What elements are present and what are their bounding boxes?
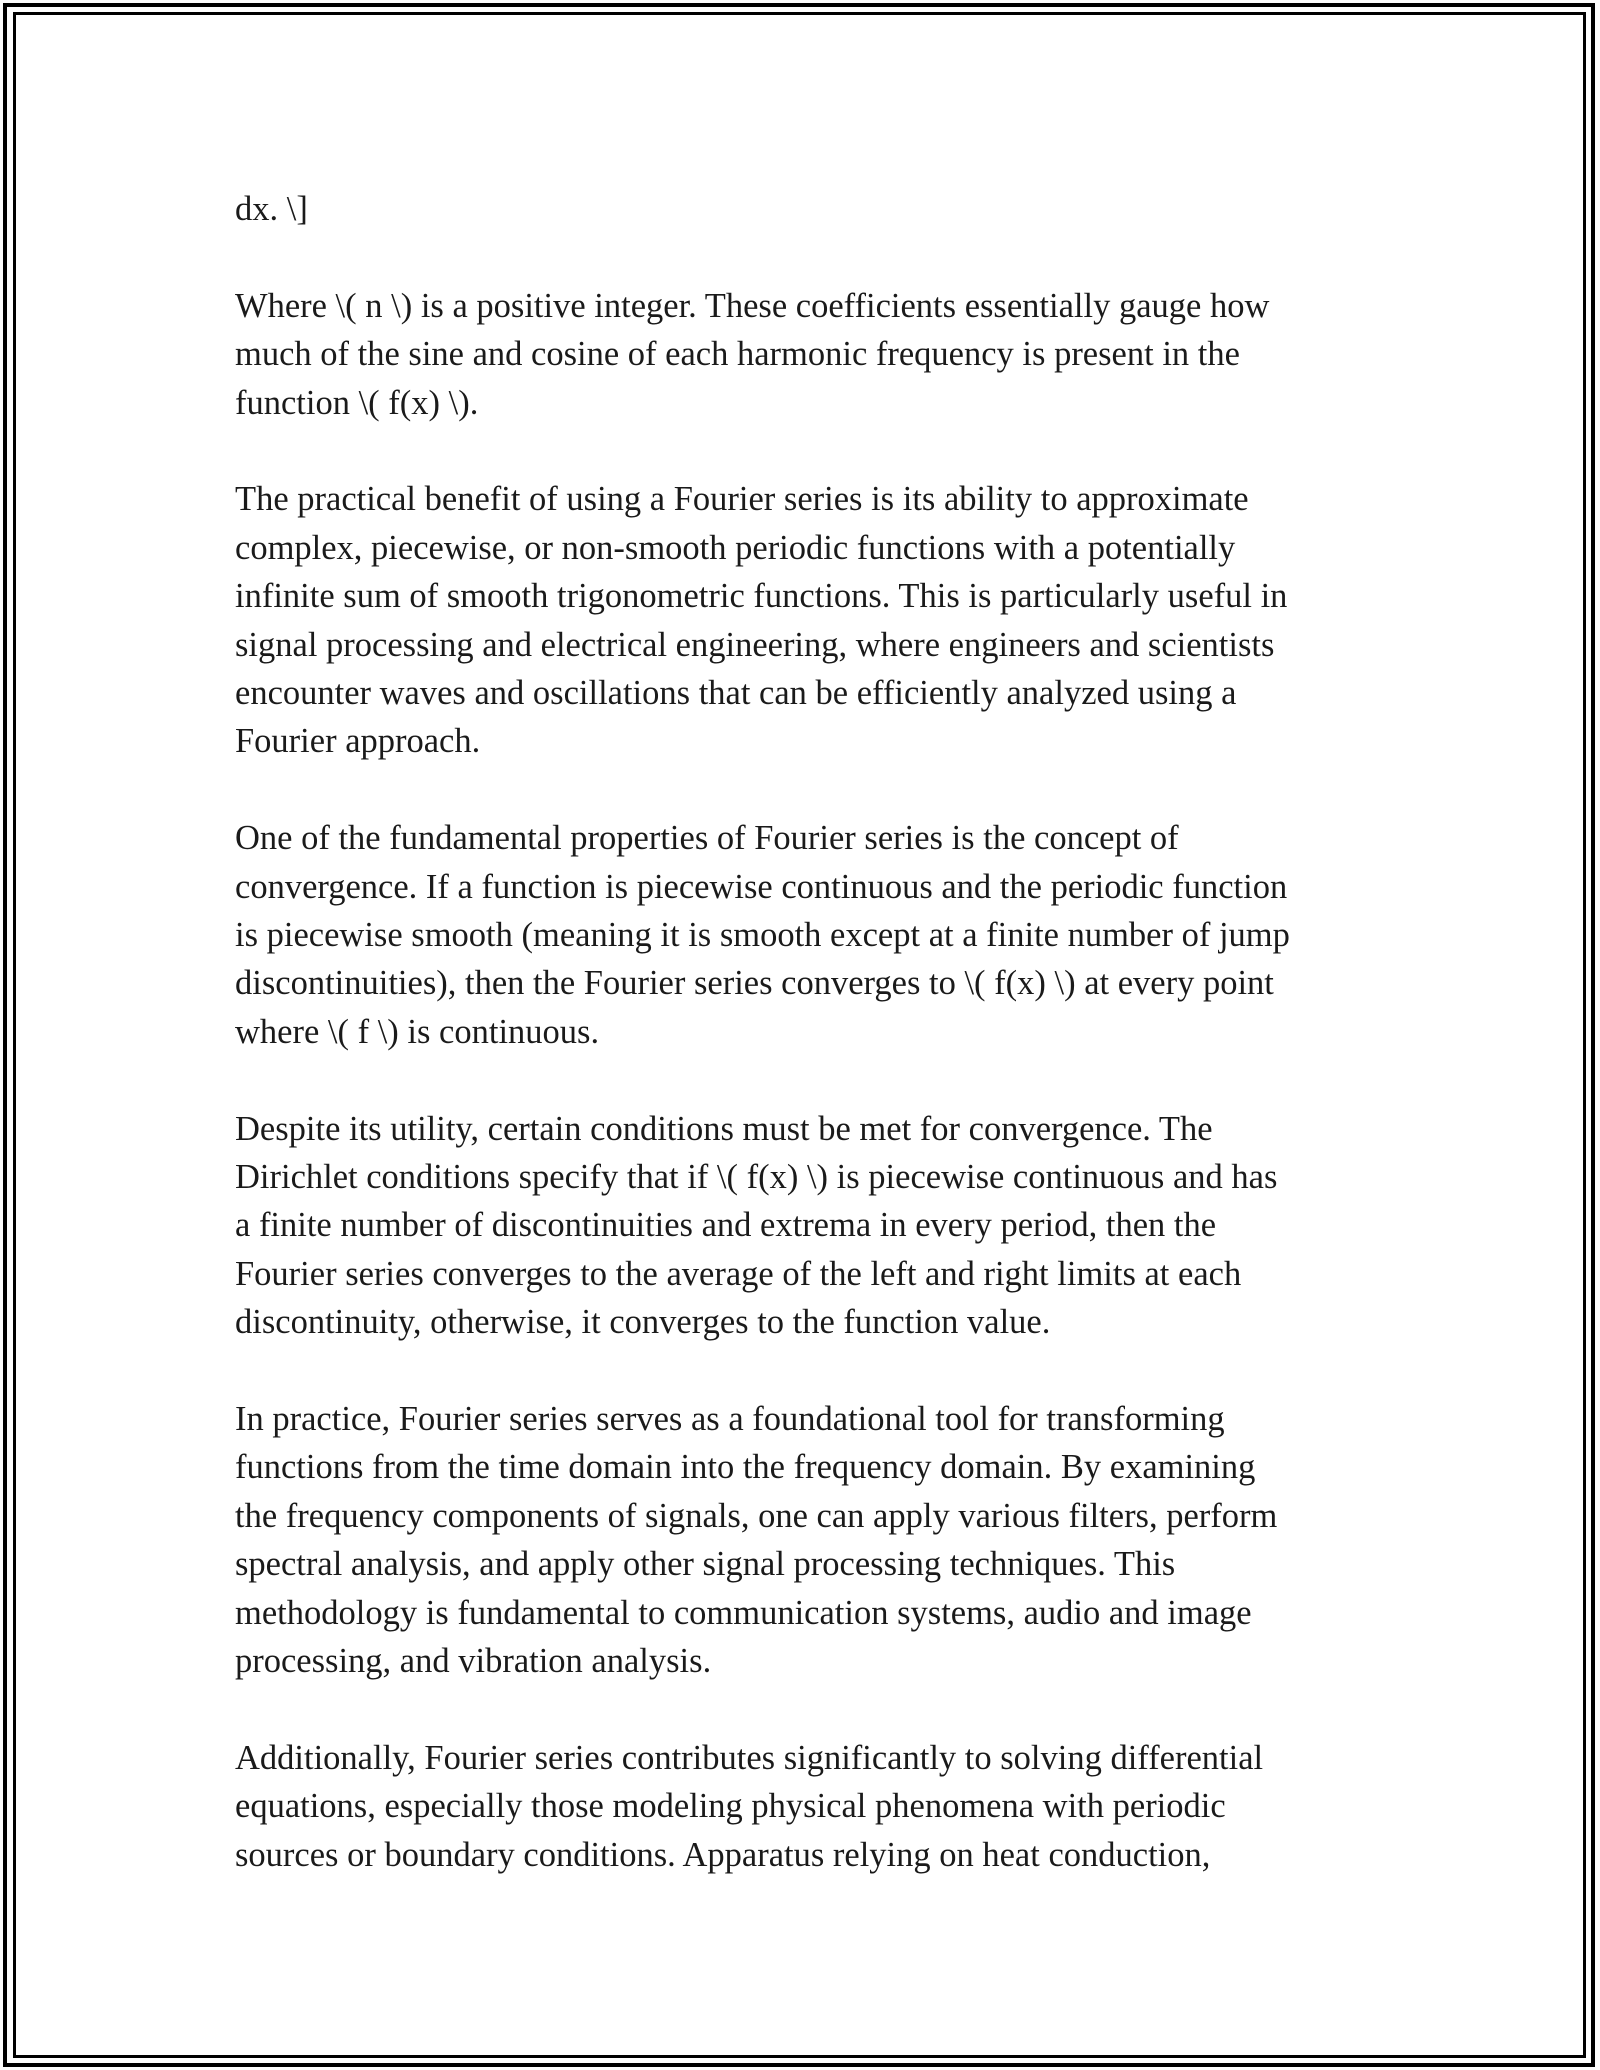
text-line: function \( f(x) \). — [235, 383, 479, 422]
text-line: much of the sine and cosine of each harmonic frequency is present in the — [235, 335, 1240, 374]
text-line: the frequency components of signals, one can apply various filters, perform — [235, 1496, 1278, 1535]
text-line: methodology is fundamental to communication systems, audio and image — [235, 1593, 1252, 1632]
text-line: functions from the time domain into the frequency domain. By examining — [235, 1448, 1256, 1487]
text-line: a finite number of discontinuities and extrema in every period, then the — [235, 1206, 1217, 1245]
paragraph-additionally — [235, 1734, 1375, 1879]
text-line: dx. \] — [235, 190, 308, 228]
text-line: spectral analysis, and apply other signal processing techniques. This — [235, 1545, 1176, 1584]
text-line: One of the fundamental properties of Fourier series is the concept of — [235, 819, 1179, 858]
text-line: Additionally, Fourier series contributes significantly to solving differential — [235, 1738, 1264, 1777]
text-line: Fourier approach. — [235, 722, 481, 761]
text-line: Dirichlet conditions specify that if \( f(x) \) is piecewise continuous and has — [235, 1158, 1278, 1197]
paragraph-equation-tail — [235, 185, 1375, 233]
text-line: discontinuity, otherwise, it converges to the function value. — [235, 1303, 1051, 1342]
paragraph-coefficients — [235, 282, 1375, 427]
text-line: In practice, Fourier series serves as a foundational tool for transforming — [235, 1400, 1225, 1439]
text-line: is piecewise smooth (meaning it is smooth except at a finite number of jump — [235, 916, 1290, 955]
text-line: Fourier series converges to the average of the left and right limits at each — [235, 1254, 1242, 1293]
text-line: signal processing and electrical engineering, where engineers and scientists — [235, 625, 1275, 664]
text-line: The practical benefit of using a Fourier series is its ability to approximate — [235, 480, 1249, 519]
text-line: where \( f \) is continuous. — [235, 1012, 600, 1051]
text-line: encounter waves and oscillations that can be efficiently analyzed using a — [235, 674, 1237, 713]
paragraph-in-practice — [235, 1395, 1375, 1685]
text-line: Despite its utility, certain conditions must be met for convergence. The — [235, 1109, 1213, 1148]
document-body — [235, 185, 1375, 1928]
paragraph-practical-benefit — [235, 475, 1375, 765]
text-line: complex, piecewise, or non-smooth periodic functions with a potentially — [235, 528, 1236, 567]
text-line: discontinuities), then the Fourier series converges to \( f(x) \) at every point — [235, 964, 1274, 1003]
text-line: infinite sum of smooth trigonometric functions. This is particularly useful in — [235, 577, 1288, 616]
paragraph-dirichlet — [235, 1105, 1375, 1347]
text-line: equations, especially those modeling physical phenomena with periodic — [235, 1787, 1226, 1826]
paragraph-convergence — [235, 814, 1375, 1056]
text-line: convergence. If a function is piecewise continuous and the periodic function — [235, 867, 1288, 906]
text-line: sources or boundary conditions. Apparatus relying on heat conduction, — [235, 1835, 1211, 1874]
text-line: processing, and vibration analysis. — [235, 1642, 712, 1681]
text-line: Where \( n \) is a positive integer. These coefficients essentially gauge how — [235, 286, 1270, 325]
